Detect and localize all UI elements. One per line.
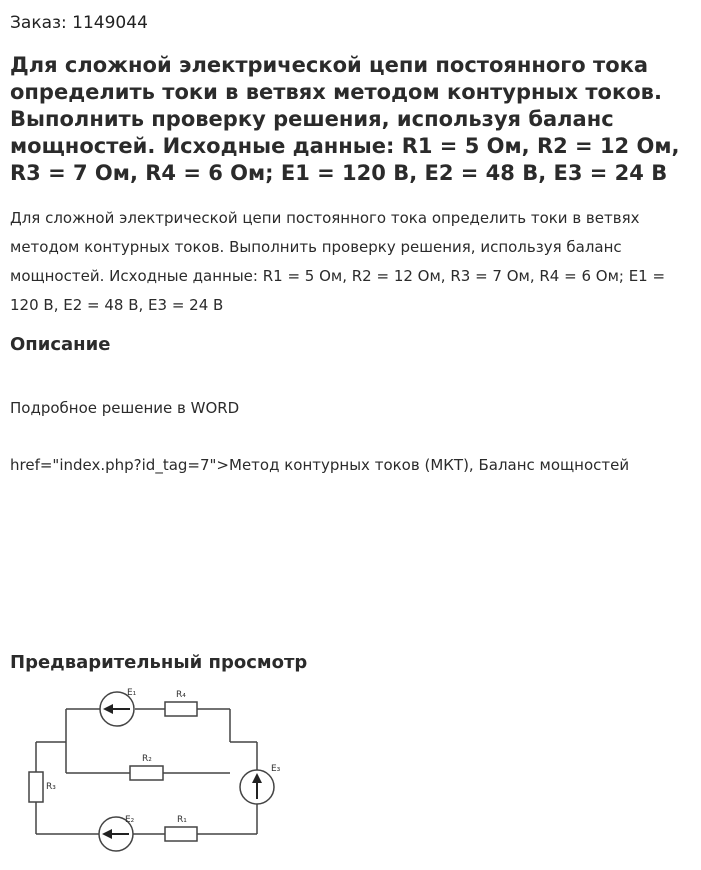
source-e3: [240, 770, 274, 804]
description-heading: Описание: [10, 334, 111, 355]
order-number: Заказ: 1149044: [10, 13, 148, 33]
resistor-r1: [165, 827, 197, 841]
resistor-r3: [29, 772, 43, 802]
preview-heading: Предварительный просмотр: [10, 652, 308, 673]
page-title: Для сложной электрической цепи постоянного тока определить токи в ветвях методом контурных токов. Выполнить проверку решения, используя баланс мощностей. Исходные данные: R1 = 5 Ом, R2 = 12 Ом, R3 = 7 Ом, R4 = 6 Ом; E1 = 120 В, E2 = 48 В, E3 = 24 В: [10, 53, 680, 185]
resistor-r2: [130, 766, 163, 780]
label-e2: E₂: [125, 815, 135, 825]
description-tags: href="index.php?id_tag=7">Метод контурных токов (МКТ), Баланс мощностей: [10, 456, 630, 474]
task-summary: Для сложной электрической цепи постоянного тока определить токи в ветвях методом контурных токов. Выполнить проверку решения, используя баланс мощностей. Исходные данные: R1 = 5 Ом, R2 = 12 Ом, R3 = 7 Ом, R4 = 6 Ом; E1 = 120 В, E2 = 48 В, E3 = 24 В: [10, 209, 666, 314]
label-r4: R₄: [176, 690, 186, 700]
circuit-diagram: [10, 678, 310, 858]
label-e3: E₃: [271, 764, 281, 774]
label-e1: E₁: [127, 688, 137, 698]
circuit-preview: [10, 678, 310, 858]
label-r2: R₂: [142, 754, 152, 764]
description-text: Подробное решение в WORD: [10, 399, 240, 417]
label-r3: R₃: [46, 782, 56, 792]
resistor-r4: [165, 702, 197, 716]
label-r1: R₁: [177, 815, 187, 825]
